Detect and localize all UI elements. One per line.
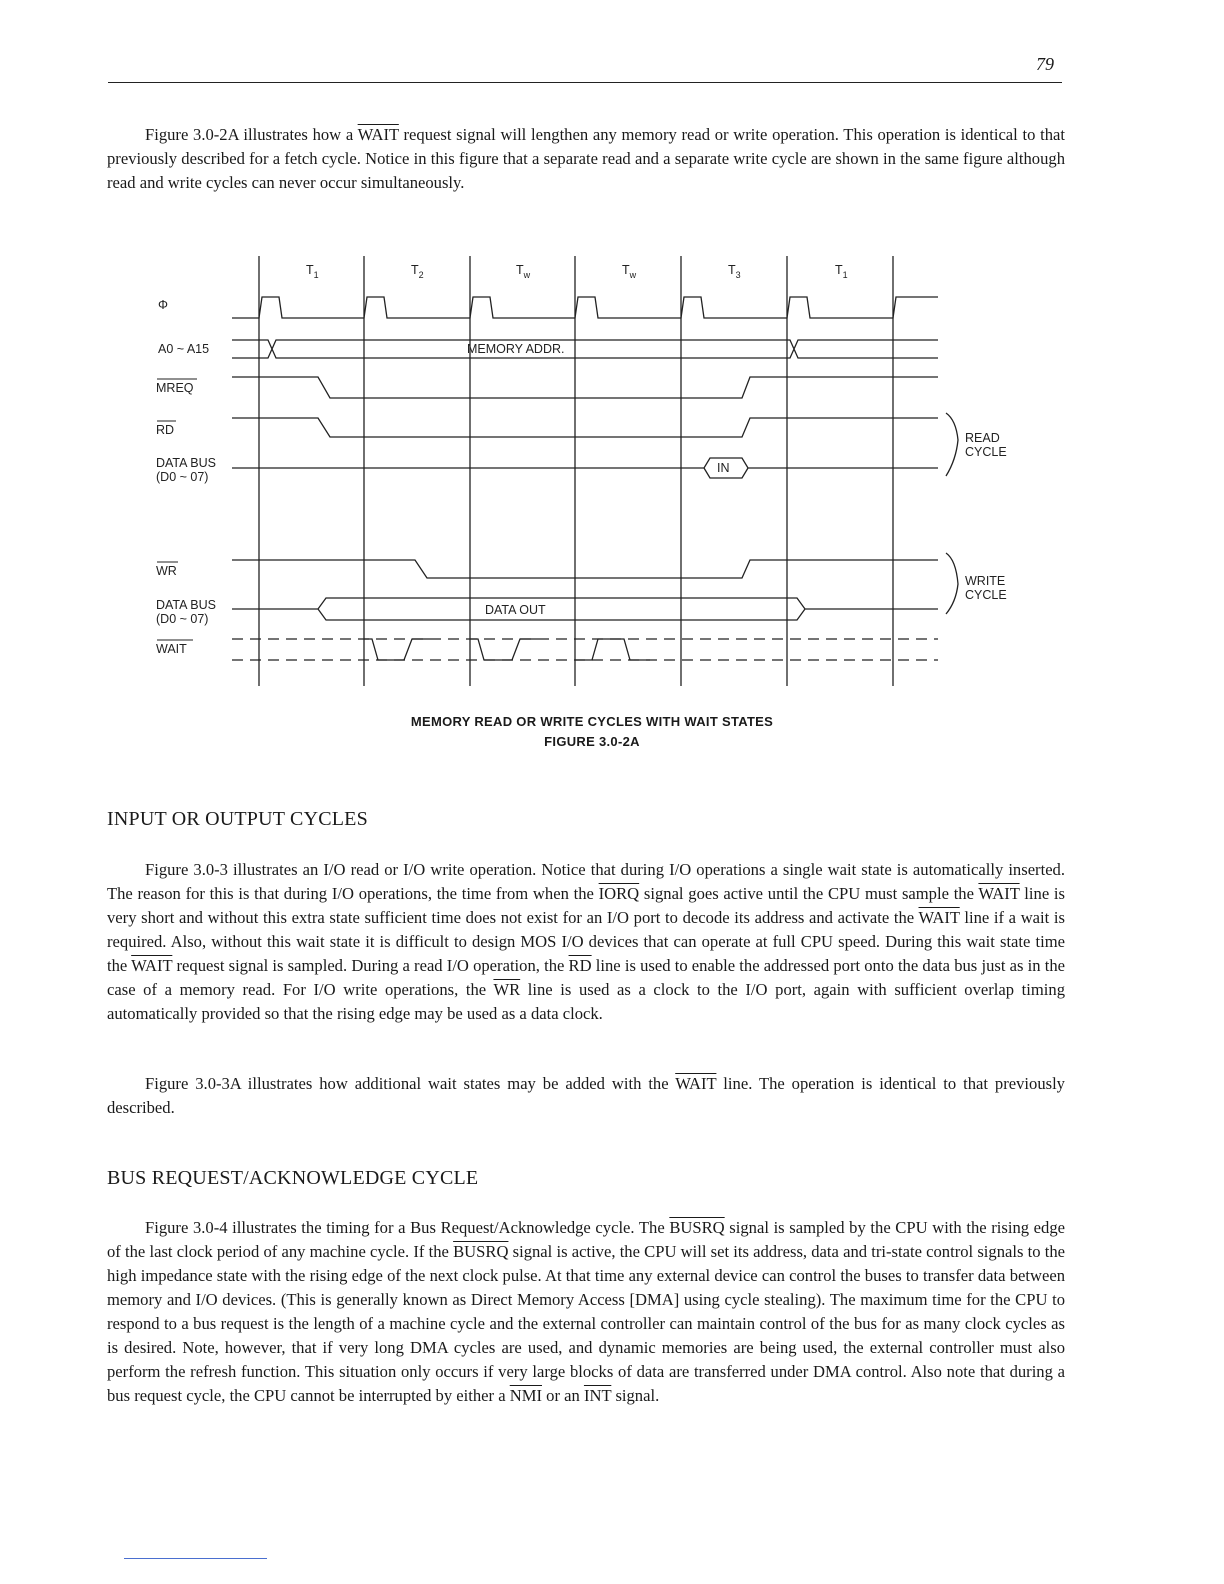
read-cycle-brace xyxy=(946,413,958,476)
signal-wait: WAIT xyxy=(156,642,187,656)
text-run: request signal will lengthen any memory read or write operation. This operation is identical to that previously described for a fetch cycle. Notice in this figure that a separate read and a separate write cycle are shown in the same figure although read and write cycles can never occur simultaneously. xyxy=(107,125,1065,192)
signal-phi: Φ xyxy=(158,298,168,312)
footer-line xyxy=(124,1558,267,1559)
signal-data-bus-write-range: (D0 ~ 07) xyxy=(156,612,209,626)
signal-name: BUSRQ xyxy=(669,1218,725,1237)
read-cycle-label: READ xyxy=(965,431,1000,445)
signal-name: WAIT xyxy=(357,125,399,144)
text-run: line is very short and without this extra state sufficient time does not exist for an I/O port to decode its address and activate the xyxy=(107,884,1065,927)
text-run: Figure 3.0-4 illustrates the timing for a Bus Request/Acknowledge cycle. The xyxy=(145,1218,670,1237)
signal-name: $\overline{WR}$ xyxy=(493,980,521,999)
page-number: 79 xyxy=(1036,54,1054,74)
wait-waveform-dashed xyxy=(232,639,938,660)
state-label: $T_1$ xyxy=(306,263,319,280)
phi-waveform xyxy=(232,297,938,318)
address-bus-waveform xyxy=(232,340,938,358)
read-cycle-label-2: CYCLE xyxy=(965,445,1007,459)
signal-name: WAIT xyxy=(918,908,960,927)
signal-data-bus-write: DATA BUS xyxy=(156,598,216,612)
signal-data-bus-read: DATA BUS xyxy=(156,456,216,470)
state-label: $T_3$ xyxy=(728,263,741,280)
text-run: signal goes active until the CPU must sample the xyxy=(639,884,979,903)
memory-addr-label: MEMORY ADDR. xyxy=(467,342,565,356)
text-run: line if a wait is required. Also, without this wait state it is difficult to design MOS I/O devices that can operate at full CPU speed. During this wait state time the xyxy=(107,908,1065,975)
text-run: signal is active, the CPU will set its address, data and tri-state control signals to the high impedance state with the rising edge of the next clock pulse. At that time any external device can control the buses to transfer data between memory and I/O devices. (This is generally known as Direct Memory Access [DMA] using cycle stealing). The maximum time for the CPU to respond to a bus request is the length of a machine cycle and the external controller can maintain control of the bus for as many clock cycles as is desired. Note, however, that if very long DMA cycles are used, and dynamic memories are being used, the external controller must also perform the refresh function. This situation only occurs if very large blocks of data are transferred under DMA control. Also note that during a bus request cycle, the CPU cannot be interrupted by either a xyxy=(107,1242,1065,1405)
state-label: $T_w$ xyxy=(516,263,531,280)
data-out-label: DATA OUT xyxy=(485,603,546,617)
mreq-waveform xyxy=(232,377,938,398)
signal-name: BUSRQ xyxy=(453,1242,509,1261)
text-run: signal. xyxy=(611,1386,660,1405)
signal-name: WAIT xyxy=(131,956,173,975)
text-run: signal is sampled by the CPU with the rising edge of the last clock period of any machine cycle. If the xyxy=(107,1218,1065,1261)
wr-waveform xyxy=(232,560,938,578)
wait-waveform xyxy=(364,639,650,660)
text-run: Figure 3.0-2A illustrates how a xyxy=(145,125,358,144)
text-run: Figure 3.0-3 illustrates an I/O read or I/O write operation. Notice that during I/O operations a single wait state is automatically inserted. The reason for this is that during I/O operations, the time from when the xyxy=(107,860,1065,903)
timing-diagram xyxy=(0,0,1224,720)
text-run: line is used to enable the addressed port onto the data bus just as in the case of a memory read. For I/O write operations, the xyxy=(107,956,1065,999)
signal-name: IORQ xyxy=(598,884,640,903)
write-cycle-label: WRITE xyxy=(965,574,1006,588)
figure-caption-title: MEMORY READ OR WRITE CYCLES WITH WAIT STATES xyxy=(410,714,774,729)
state-label: $T_w$ xyxy=(622,263,637,280)
signal-address: A0 ~ A15 xyxy=(158,342,210,356)
figure-caption-number: FIGURE 3.0-2A xyxy=(544,734,640,749)
text-run: Figure 3.0-3A illustrates how additional wait states may be added with the xyxy=(145,1074,676,1093)
io-paragraph-1 xyxy=(107,858,1065,1026)
signal-rd: RD xyxy=(156,423,175,437)
write-cycle-brace xyxy=(946,553,958,614)
signal-wr: WR xyxy=(156,564,177,578)
state-label: $T_1$ xyxy=(835,263,848,280)
write-cycle-label-2: CYCLE xyxy=(965,588,1007,602)
signal-name: $\overline{INT}$ xyxy=(583,1386,612,1405)
signal-name: $\overline{NMI}$ xyxy=(509,1386,542,1405)
section-heading-io: INPUT OR OUTPUT CYCLES xyxy=(107,808,368,830)
data-bus-read-waveform xyxy=(232,458,938,478)
in-label: IN xyxy=(717,461,730,475)
text-run: line. The operation is identical to that previously described. xyxy=(107,1074,1065,1117)
signal-name: $\overline{RD}$ xyxy=(568,956,592,975)
text-run: request signal is sampled. During a read I/O operation, the xyxy=(172,956,569,975)
signal-name: WAIT xyxy=(978,884,1020,903)
rd-waveform xyxy=(232,418,938,437)
text-run: line is used as a clock to the I/O port, again with sufficient overlap timing automatically provided so that the rising edge may be used as a data clock. xyxy=(107,980,1066,1023)
signal-data-bus-read-range: (D0 ~ 07) xyxy=(156,470,209,484)
data-bus-write-waveform xyxy=(232,598,938,620)
section-heading-bus: BUS REQUEST/ACKNOWLEDGE CYCLE xyxy=(107,1167,479,1189)
bus-paragraph xyxy=(107,1216,1065,1408)
io-paragraph-2 xyxy=(107,1072,1065,1120)
text-run: or an xyxy=(542,1386,584,1405)
signal-name: WAIT xyxy=(675,1074,717,1093)
state-label: $T_2$ xyxy=(411,263,424,280)
signal-mreq: MREQ xyxy=(156,381,194,395)
